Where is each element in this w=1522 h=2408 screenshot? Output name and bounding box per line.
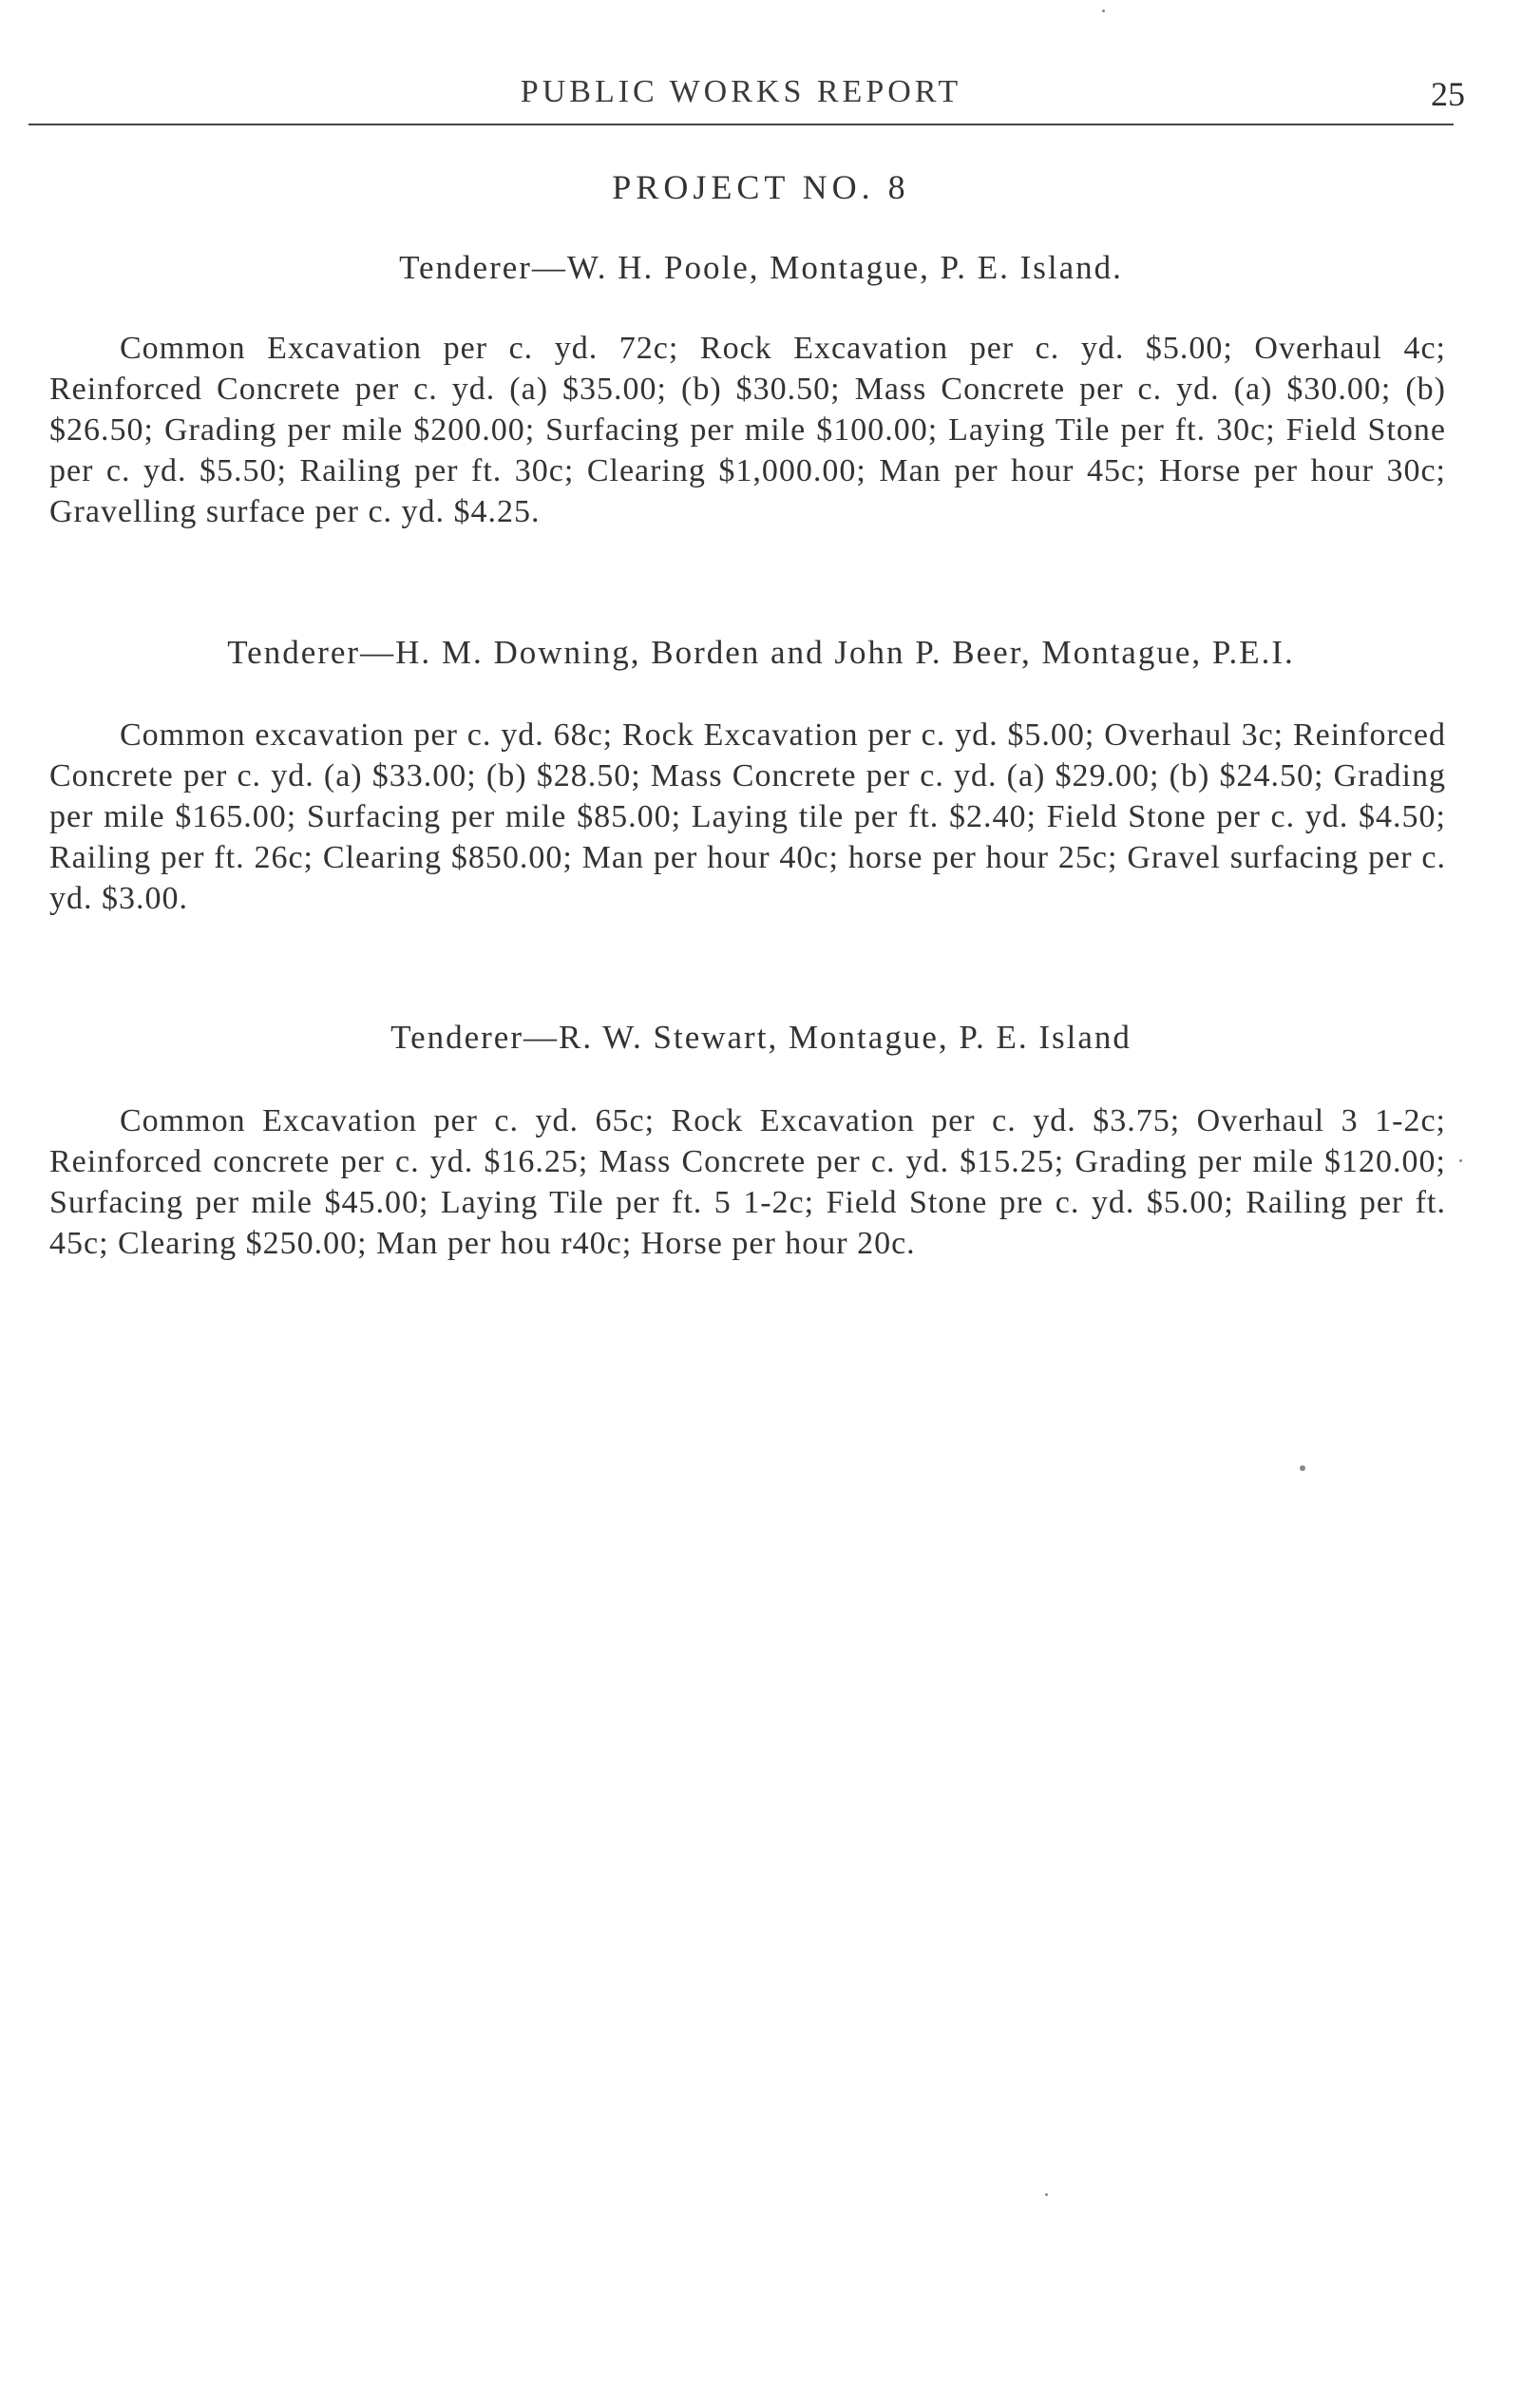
tender-prices-paragraph: Common Excavation per c. yd. 65c; Rock Excavation per c. yd. $3.75; Overhaul 3 1-2c; Reinforced concrete per c. yd. $16.25; Mass Concrete per c. yd. $15.25; Grading per mile $120.00; Surfacing per mile $45.00; Laying Tile per ft. 5 1-2c; Field Stone pre c. yd. $5.00; Railing per ft. 45c; Clearing $250.00; Man per hou r40c; Horse per hour 20c.	[49, 1103, 1446, 1261]
scan-speck	[1045, 2193, 1048, 2196]
tender-prices-paragraph: Common excavation per c. yd. 68c; Rock Excavation per c. yd. $5.00; Overhaul 3c; Reinforced Concrete per c. yd. (a) $33.00; (b) $28.50; Mass Concrete per c. yd. (a) $29.00; (b) $24.50; Grading per mile $165.00; Surfacing per mile $85.00; Laying tile per ft. $2.40; Field Stone per c. yd. $4.50; Railing per ft. 26c; Clearing $850.00; Man per hour 40c; horse per hour 25c; Gravel surfacing per c. yd. $3.00.	[49, 717, 1446, 916]
running-header	[29, 67, 1465, 124]
scan-speck	[1102, 10, 1105, 12]
tender-prices-paragraph: Common Excavation per c. yd. 72c; Rock Excavation per c. yd. $5.00; Overhaul 4c; Reinforced Concrete per c. yd. (a) $35.00; (b) $30.50; Mass Concrete per c. yd. (a) $30.00; (b) $26.50; Grading per mile $200.00; Surfacing per mile $100.00; Laying Tile per ft. 30c; Field Stone per c. yd. $5.50; Railing per ft. 30c; Clearing $1,000.00; Man per hour 45c; Horse per hour 30c; Gravelling surface per c. yd. $4.25.	[49, 331, 1446, 529]
tenderer-heading: Tenderer—R. W. Stewart, Montague, P. E. Island	[390, 1019, 1132, 1056]
tenderer-heading: Tenderer—W. H. Poole, Montague, P. E. Island.	[399, 249, 1123, 286]
project-title: PROJECT NO. 8	[612, 168, 910, 206]
scan-speck	[1300, 1465, 1305, 1471]
scan-speck	[1459, 1159, 1462, 1162]
running-title: PUBLIC WORKS REPORT	[520, 74, 962, 109]
header-rule	[29, 124, 1454, 125]
page-number: 25	[1431, 75, 1465, 113]
tenderer-heading: Tenderer—H. M. Downing, Borden and John P. Beer, Montague, P.E.I.	[227, 634, 1295, 671]
